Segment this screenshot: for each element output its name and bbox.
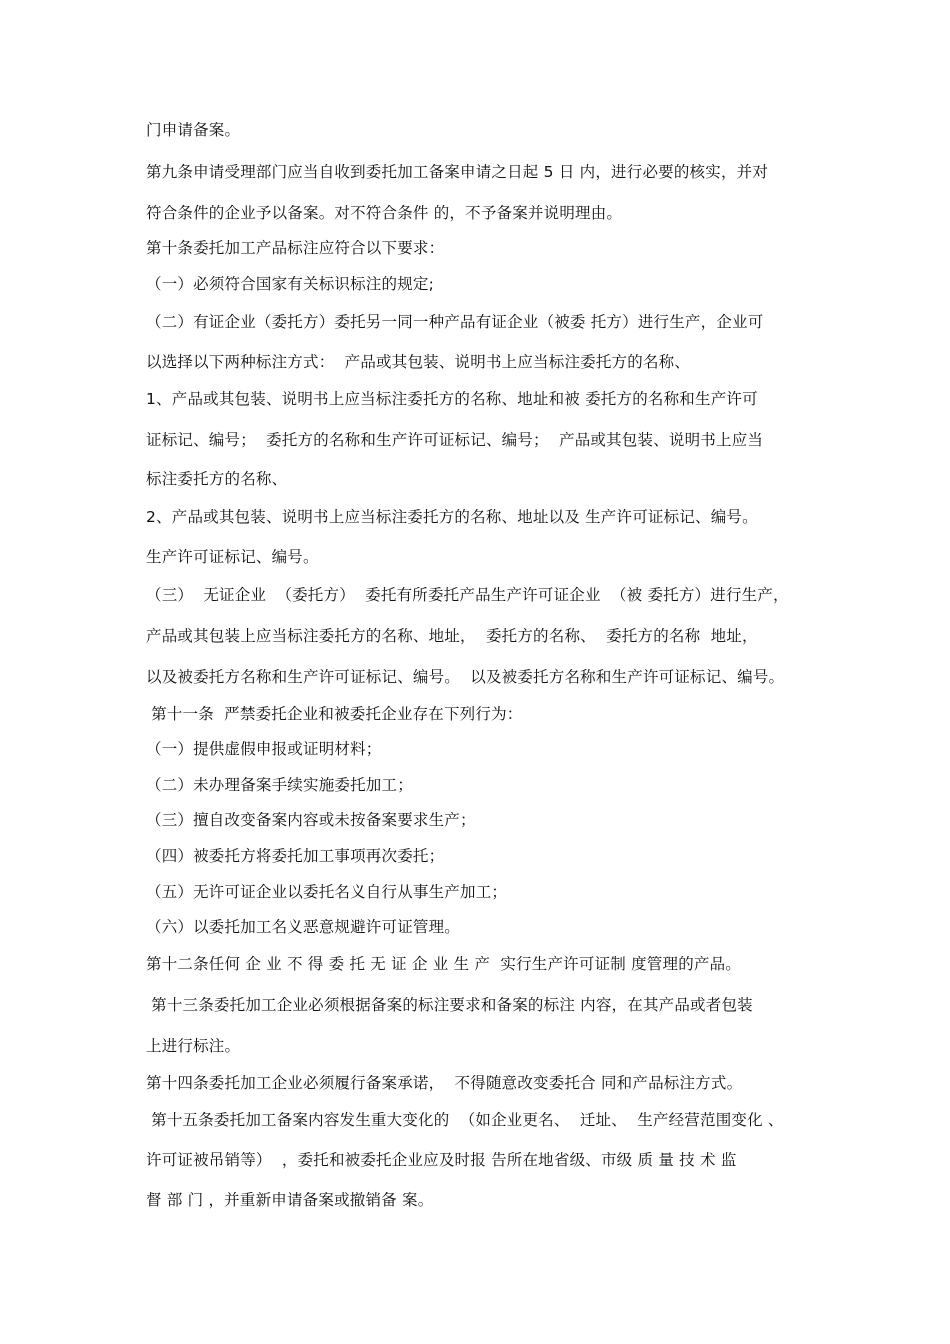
text-line: （三）擅自改变备案内容或未按备案要求生产； — [146, 811, 476, 829]
text-line: 2、产品或其包装、说明书上应当标注委托方的名称、地址以及 生产许可证标记、编号。 — [146, 508, 758, 526]
text-line: （三） 无证企业 （委托方） 委托有所委托产品生产许可证企业 （被 委托方）进行生产， — [146, 586, 789, 604]
text-line: 1、产品或其包装、说明书上应当标注委托方的名称、地址和被 委托方的名称和生产许可 — [146, 390, 758, 408]
text-line: 以选择以下两种标注方式： 产品或其包装、说明书上应当标注委托方的名称、 — [146, 353, 691, 371]
text-line: 门申请备案。 — [146, 121, 241, 139]
text-line: （四）被委托方将委托加工事项再次委托； — [146, 847, 445, 865]
text-line: 标注委托方的名称、 — [146, 470, 288, 488]
text-line: 许可证被吊销等） ，委托和被委托企业应及时报 告所在地省级、市级 质 量 技 术 监 — [146, 1151, 737, 1169]
text-line: 产品或其包装上应当标注委托方的名称、地址， 委托方的名称、 委托方的名称 地址， — [146, 627, 758, 645]
text-line: （一）必须符合国家有关标识标注的规定; — [146, 275, 435, 293]
text-line: 第十一条 严禁委托企业和被委托企业存在下列行为： — [146, 705, 523, 723]
text-line: 符合条件的企业予以备案。对不符合条件 的，不予备案并说明理由。 — [146, 204, 623, 222]
text-line: 第九条申请受理部门应当自收到委托加工备案申请之日起 5 日 内，进行必要的核实，并对 — [146, 163, 769, 181]
text-line: 第十条委托加工产品标注应符合以下要求： — [146, 239, 445, 257]
text-line: （二）有证企业（委托方）委托另一同一种产品有证企业（被委 托方）进行生产，企业可 — [146, 313, 764, 331]
text-line: 督 部 门 ，并重新申请备案或撤销备 案。 — [146, 1191, 434, 1209]
text-line: 证标记、编号； 委托方的名称和生产许可证标记、编号； 产品或其包装、说明书上应当 — [146, 431, 764, 449]
text-line: 第十二条任何 企 业 不 得 委 托 无 证 企 业 生 产 实行生产许可证制 度管理的产品。 — [146, 955, 742, 973]
text-line: 第十五条委托加工备案内容发生重大变化的 （如企业更名、 迁址、 生产经营范围变化 、 — [146, 1111, 784, 1129]
text-line: （六）以委托加工名义恶意规避许可证管理。 — [146, 918, 461, 936]
text-line: （一）提供虚假申报或证明材料； — [146, 740, 382, 758]
text-line: （五）无许可证企业以委托名义自行从事生产加工； — [146, 883, 508, 901]
text-line: 生产许可证标记、编号。 — [146, 548, 319, 566]
text-line: 第十三条委托加工企业必须根据备案的标注要求和备案的标注 内容，在其产品或者包装 — [146, 996, 753, 1014]
text-line: 第十四条委托加工企业必须履行备案承诺， 不得随意改变委托合 同和产品标注方式。 — [146, 1074, 743, 1092]
text-line: （二）未办理备案手续实施委托加工； — [146, 776, 413, 794]
text-line: 以及被委托方名称和生产许可证标记、编号。 以及被委托方名称和生产许可证标记、编号。 — [146, 668, 785, 686]
text-line: 上进行标注。 — [146, 1037, 241, 1055]
